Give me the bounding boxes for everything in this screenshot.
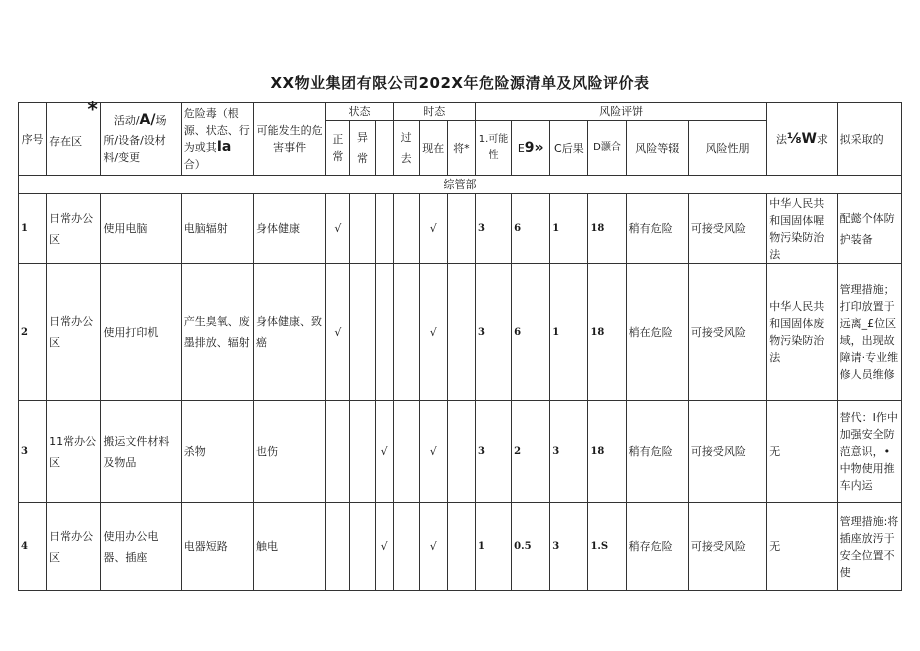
row-measure: 管理措施:将插座放汚于安全位置不使 — [837, 503, 901, 591]
row-future — [447, 503, 475, 591]
row-C: 1 — [550, 264, 588, 401]
row-level: 稍有危险 — [626, 194, 688, 264]
header-eval-L: 1.可能性 — [475, 121, 511, 176]
row-area: 日常办公区 — [47, 264, 101, 401]
row-C: 1 — [550, 194, 588, 264]
row-hazard: 产生臭氧、废墨排放、辐射 — [181, 264, 253, 401]
row-law: 无 — [767, 503, 837, 591]
row-normal: √ — [326, 194, 350, 264]
row-L: 3 — [475, 194, 511, 264]
row-prop: 可接受风险 — [688, 401, 766, 503]
header-activity-post: 场所/设备/设材料/变更 — [103, 114, 167, 164]
table-row — [19, 264, 902, 401]
row-event: 也伤 — [254, 401, 326, 503]
row-now: √ — [419, 401, 447, 503]
row-area: 11常办公区 — [47, 401, 101, 503]
row-measure: 替代：I作中加强安全防范意识，•中物使用推车内运 — [837, 401, 901, 503]
header-law — [767, 103, 837, 176]
header-law-big: ⅛W — [786, 130, 817, 147]
row-past — [393, 264, 419, 401]
header-eval: 风险评饼 — [475, 103, 766, 121]
header-eval-E-pre: E — [517, 141, 525, 155]
risk-table — [18, 97, 902, 591]
header-tense-now: 现在 — [419, 121, 447, 176]
row-activity: 使用电脑 — [101, 194, 181, 264]
section-title: 综管部 — [19, 176, 902, 194]
header-activity — [87, 97, 181, 176]
row-event: 触电 — [254, 503, 326, 591]
row-E: 6 — [512, 194, 550, 264]
row-C: 3 — [550, 503, 588, 591]
row-hazard: 杀物 — [181, 401, 253, 503]
header-state-normal: 正常 — [326, 121, 350, 176]
row-extra: √ — [375, 503, 393, 591]
row-past — [393, 503, 419, 591]
row-E: 6 — [512, 264, 550, 401]
header-hazard-big: Ia — [216, 139, 232, 155]
row-extra: √ — [375, 401, 393, 503]
row-now: √ — [419, 264, 447, 401]
header-hazard-pre: 危险毒（根源、状态、行为或其 — [183, 107, 250, 154]
row-prop: 可接受风险 — [688, 264, 766, 401]
row-L: 3 — [475, 264, 511, 401]
row-activity: 使用办公电器、插座 — [101, 503, 181, 591]
row-normal — [326, 401, 350, 503]
row-normal: √ — [326, 264, 350, 401]
row-future — [447, 401, 475, 503]
row-law: 中华人民共和国固体废物污染防治法 — [767, 264, 837, 401]
page-title: XX物业集团有限公司202X年危险源清单及风险评价表 — [270, 74, 650, 92]
row-measure: 管理措施；打印放置于远离_£位区域，出现故障请·专业维修人员维修 — [837, 264, 901, 401]
row-L: 1 — [475, 503, 511, 591]
row-future — [447, 194, 475, 264]
header-eval-E — [512, 121, 550, 176]
row-E: 2 — [512, 401, 550, 503]
row-law: 无 — [767, 401, 837, 503]
header-hazard-post: 合） — [183, 158, 206, 171]
row-prop: 可接受风险 — [688, 503, 766, 591]
row-activity: 使用打印机 — [101, 264, 181, 401]
row-normal — [326, 503, 350, 591]
row-area: 日常办公区 — [47, 194, 101, 264]
header-measure: 拟采取的 — [837, 103, 901, 176]
header-eval-E-big: 9» — [524, 139, 544, 156]
row-hazard: 电脑辐射 — [181, 194, 253, 264]
header-state: 状态 — [326, 103, 393, 121]
header-row-1 — [19, 103, 902, 121]
row-E: 0.5 — [512, 503, 550, 591]
row-L: 3 — [475, 401, 511, 503]
row-past — [393, 194, 419, 264]
row-seq: 1 — [19, 194, 47, 264]
header-seq: 序号 — [19, 103, 47, 176]
row-extra — [375, 264, 393, 401]
header-eval-level: 风险等辍 — [626, 121, 688, 176]
table-row — [19, 503, 902, 591]
row-level: 梢在危险 — [626, 264, 688, 401]
row-measure: 配懿个体防护装备 — [837, 194, 901, 264]
row-event: 身体健康、致癌 — [254, 264, 326, 401]
row-prop: 可接受风险 — [688, 194, 766, 264]
section-row — [19, 176, 902, 194]
row-law: 中华人民共和国固体喔物污染防治法 — [767, 194, 837, 264]
row-seq: 4 — [19, 503, 47, 591]
row-level: 稍存危险 — [626, 503, 688, 591]
row-D: 18 — [588, 194, 626, 264]
row-abnormal — [350, 264, 375, 401]
row-hazard: 电器短路 — [181, 503, 253, 591]
header-law-post: 求 — [816, 132, 828, 146]
row-now: √ — [419, 194, 447, 264]
row-D: 1.S — [588, 503, 626, 591]
row-event: 身体健康 — [254, 194, 326, 264]
header-tense: 时态 — [393, 103, 475, 121]
row-level: 稍有危险 — [626, 401, 688, 503]
header-state-extra — [375, 121, 393, 176]
table-row — [19, 401, 902, 503]
header-area-label: 存在区 — [49, 134, 83, 148]
header-event: 可能发生的危害事件 — [254, 103, 326, 176]
row-D: 18 — [588, 264, 626, 401]
header-hazard — [181, 103, 253, 176]
row-activity: 搬运文件材料及物品 — [101, 401, 181, 503]
header-eval-C: C后果 — [550, 121, 588, 176]
row-D: 18 — [588, 401, 626, 503]
header-eval-prop: 风险性朋 — [688, 121, 766, 176]
row-extra — [375, 194, 393, 264]
row-now: √ — [419, 503, 447, 591]
row-seq: 2 — [19, 264, 47, 401]
header-activity-pre: 活动/ — [113, 114, 140, 127]
header-law-pre: 法 — [775, 132, 787, 146]
row-abnormal — [350, 401, 375, 503]
header-tense-future: 将* — [447, 121, 475, 176]
header-state-abnormal: 异常 — [350, 121, 375, 176]
row-seq: 3 — [19, 401, 47, 503]
row-abnormal — [350, 194, 375, 264]
table-row — [19, 194, 902, 264]
row-past — [393, 401, 419, 503]
header-eval-D: D灏合 — [588, 121, 626, 176]
row-C: 3 — [550, 401, 588, 503]
row-area: 日常办公区 — [47, 503, 101, 591]
header-activity-star: * — [87, 97, 98, 121]
header-tense-past: 过去 — [393, 121, 419, 176]
row-abnormal — [350, 503, 375, 591]
header-activity-A: A/ — [139, 112, 156, 128]
row-future — [447, 264, 475, 401]
